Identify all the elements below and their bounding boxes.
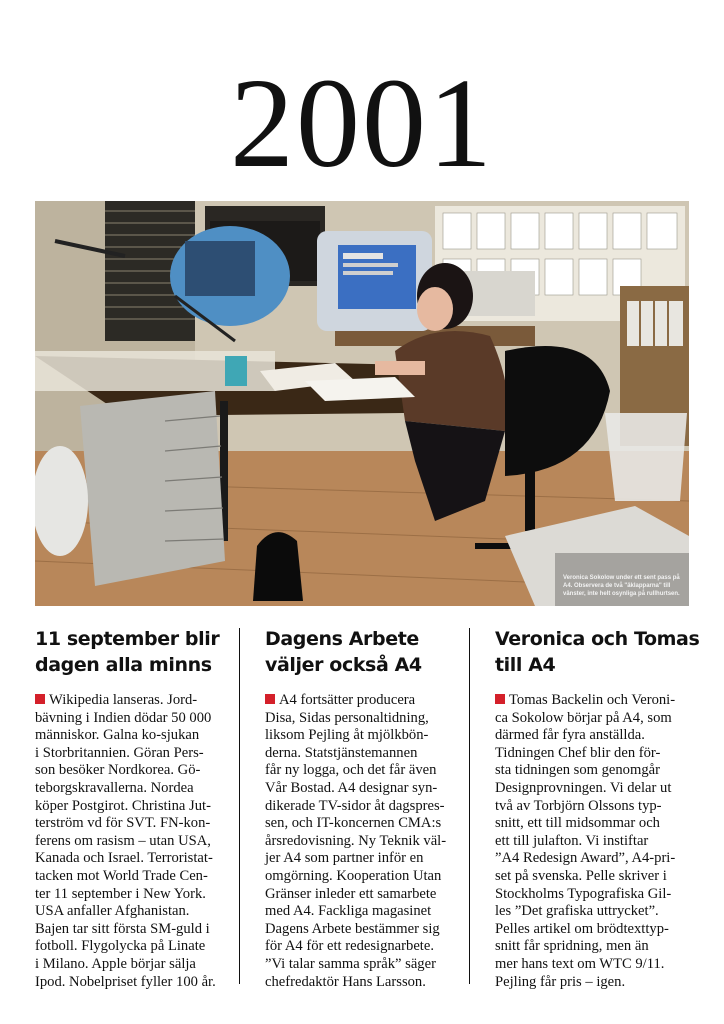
red-square-bullet-icon [265, 694, 275, 704]
article-line: Tidningen Chef blir den för- [495, 744, 661, 761]
article-headline: 11 september blir dagen alla minns [35, 628, 220, 676]
article-line: i Milano. Apple börjar sälja [35, 955, 196, 972]
article-line: ett till julafton. Vi instiftar [495, 832, 649, 849]
article-line: i Storbritannien. Göran Pers- [35, 744, 204, 761]
article-line: Disa, Sidas personaltidning, [265, 709, 429, 726]
article-line: två av Torbjörn Olssons typ- [495, 797, 662, 814]
article-line: ferens om rasism – utan USA, [35, 832, 211, 849]
article-line: får ny logga, och det får även [265, 762, 437, 779]
article-headline: Veronica och Tomas till A4 [495, 628, 700, 676]
article-line: köper Postgirot. Christina Jut- [35, 797, 211, 814]
article-line: ”Vi talar samma språk” säger [265, 955, 436, 972]
red-square-bullet-icon [35, 694, 45, 704]
article-line: ter 11 september i New York. [35, 885, 206, 902]
article-line: Dagens Arbete bestämmer sig [265, 920, 440, 937]
article-line: Wikipedia lanseras. Jord- [35, 692, 241, 710]
article-body [265, 692, 471, 991]
article-line: tacken mot World Trade Cen- [35, 867, 208, 884]
article-line: ca Sokolow börjar på A4, som [495, 709, 672, 726]
article-line: människor. Galna ko-sjukan [35, 727, 200, 744]
article-line: sen, och IT-koncernen CMA:s [265, 815, 442, 832]
article-line: set på svenska. Pelle skriver i [495, 867, 667, 884]
article-line: jer A4 som partner inför en [265, 850, 424, 867]
article-line: Bajen tar sitt första SM-guld i [35, 920, 210, 937]
article-line: mer hans text om WTC 9/11. [495, 955, 665, 972]
article-line: Stockholms Typografiska Gil- [495, 885, 672, 902]
article-line: bävning i Indien dödar 50 000 [35, 709, 212, 726]
article-line: Designprovningen. Vi delar ut [495, 779, 672, 796]
article-line: ”A4 Redesign Award”, A4-pri- [495, 850, 676, 867]
article-line: Kanada och Israel. Terroristat- [35, 850, 213, 867]
article-line: sta tidningen som genomgår [495, 762, 660, 779]
office-photo [35, 201, 689, 606]
article-column-1 [35, 626, 241, 991]
article-line: därmed får fyra anställda. [495, 727, 645, 744]
article-line: A4 fortsätter producera [265, 692, 471, 710]
article-line: snitt, ett till midsommar och [495, 815, 660, 832]
red-square-bullet-icon [495, 694, 505, 704]
article-line: med A4. Fackliga magasinet [265, 903, 432, 920]
article-line: årsredovisning. Ny Teknik väl- [265, 832, 447, 849]
article-line: son besöker Nordkorea. Gö- [35, 762, 201, 779]
article-line: derna. Statstjänstemannen [265, 744, 418, 761]
photo-caption: Veronica Sokolow under ett sent pass på A4. Observera de två "äklapparna" till vänster, inte helt osynliga på rullhurtsen. [563, 575, 680, 597]
article-line: terström vd för SVT. FN-kon- [35, 815, 211, 832]
article-line: omgörning. Kooperation Utan [265, 867, 442, 884]
article-line: snitt får spridning, men än [495, 938, 649, 955]
article-line: för A4 för ett redesignarbete. [265, 938, 434, 955]
page-year-title: 2001 [230, 52, 494, 194]
article-line: les ”Det grafiska uttrycket”. [495, 903, 659, 920]
article-line: teborgskravallerna. Nordea [35, 779, 194, 796]
article-line: chefredaktör Hans Larsson. [265, 973, 426, 990]
article-column-3 [495, 626, 701, 991]
article-line: fotboll. Flygolycka på Linate [35, 938, 206, 955]
article-column-2 [265, 626, 471, 991]
article-line: USA anfaller Afghanistan. [35, 903, 190, 920]
article-headline: Dagens Arbete väljer också A4 [265, 628, 422, 676]
article-line: Ipod. Nobelpriset fyller 100 år. [35, 973, 216, 990]
article-line: liksom Pejling åt mjölkbön- [265, 727, 429, 744]
article-body [495, 692, 701, 991]
article-line: dikerade TV-sidor åt dagspres- [265, 797, 445, 814]
article-line: Pelles artikel om brödtexttyp- [495, 920, 669, 937]
article-line: Vår Bostad. A4 designar syn- [265, 779, 438, 796]
article-line: Gränser inleder ett samarbete [265, 885, 437, 902]
article-body [35, 692, 241, 991]
article-line: Pejling får pris – igen. [495, 973, 626, 990]
article-line: Tomas Backelin och Veroni- [495, 692, 701, 710]
